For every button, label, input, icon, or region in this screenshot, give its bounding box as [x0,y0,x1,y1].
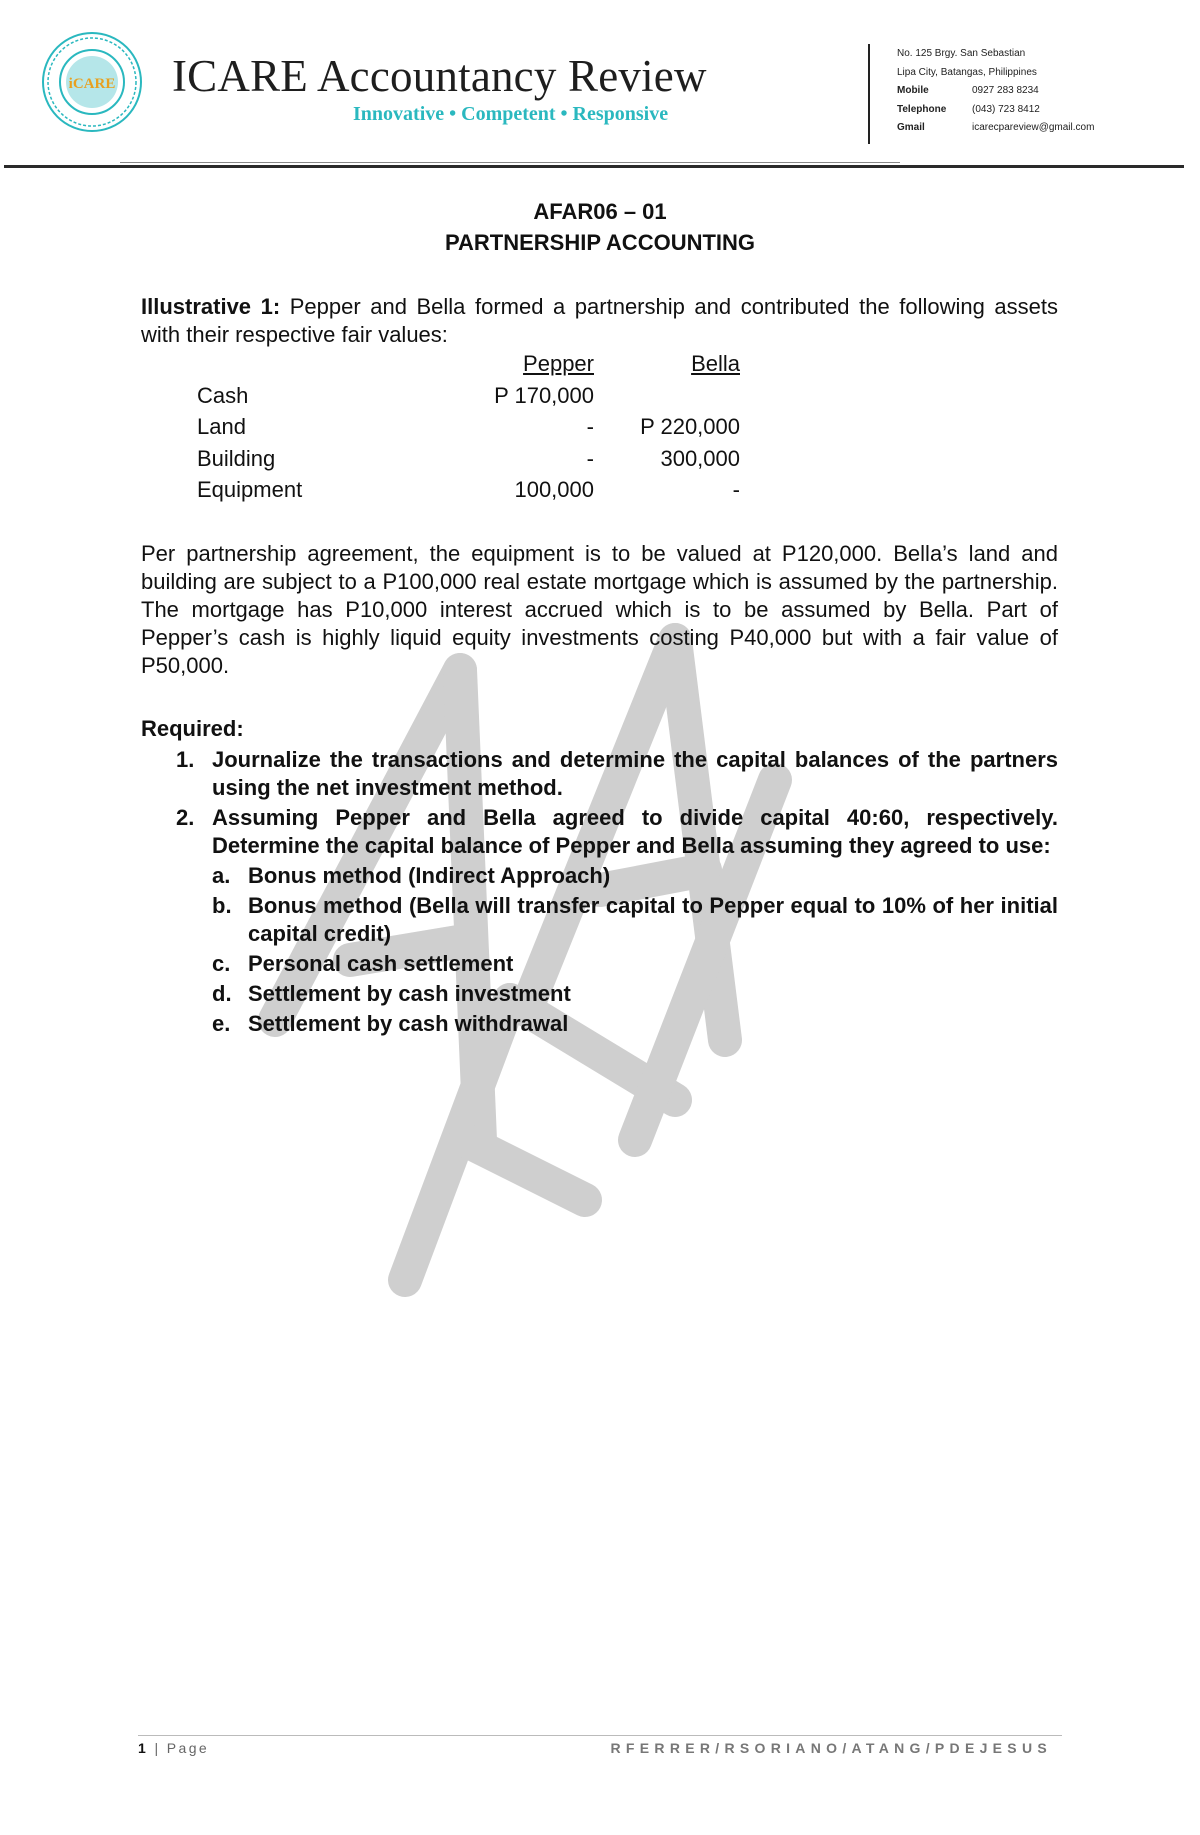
required-heading: Required: [141,716,244,741]
address-line-1: No. 125 Brgy. San Sebastian [897,48,1026,59]
agreement-paragraph: Per partnership agreement, the equipment is to be valued at P120,000. Bella’s land and building are subject to a P100,000 real estate mortgage which is assumed by the partnership. The mortgage has P10,000 interest accrued which is to be assumed by Bella. Part of Pepper’s cash is highly liquid equity investments costing P40,000 but with a fair value of P50,000. [141,541,1058,678]
document-page: iCARE ICARE Accountancy Review Innovative • Competent • Responsive No. 125 Brgy. San Sebastian Lipa City, Batangas, Philippines Mobile 0927 283 8234 Telephone (043) 723 8412 Gmail icarecpareview@gmail.com AFAR06 – 01 PARTNERSHIP ACCOUNTING Illustrative 1: Pepper and Bella formed a partnership and contributed the following assets with their respective fair values: Pepper Bella Cash P 170,000 Land - P 220,000 Building - 300,000 Equipment 100,000 - Per partnership agreement, the equipment is to be valued at P120,000. Bella’s land and building are subject to a P100,000 real estate mortgage which is assumed by the partnership. The mortgage has P10,000 interest accrued which is to be assumed by Bella. Part of Pepper’s cash is highly liquid equity investments costing P40,000 but with a fair value of P50,000. Required: 1. Journalize the transactions and determine the capital balances of the partners using the net investment method. 2. Assuming Pepper and Bella agreed to divide capital 40:60, respectively. Determine the capital balance of Pepper and Bella assuming they agreed to use: a. Bonus method (Indirect Approach) b. Bonus method (Bella will transfer capital to Pepper equal to 10% of her initial capital credit) c. Personal cash settlement d. Settlement by cash investment e. Settlement by cash withdrawal 1 | Page RFERRER/RSORIANO/ATANG/PDEJESUS [0,0,1200,1835]
sub-list-item: b. Bonus method (Bella will transfer capital to Pepper equal to 10% of her initial capital credit) [212,893,1058,946]
gmail-row: Gmail icarecpareview@gmail.com [897,122,1095,133]
contact-block [897,45,1094,138]
header-bella: Bella [691,351,740,376]
sub-list-item: e. Settlement by cash withdrawal [212,1011,569,1036]
brand-tagline: Innovative • Competent • Responsive [353,103,669,125]
header-pepper: Pepper [523,351,594,376]
header-rule [4,165,1184,168]
svg-text:iCARE: iCARE [68,76,116,92]
required-list [141,746,1058,1040]
footer-authors: RFERRER/RSORIANO/ATANG/PDEJESUS [610,1740,1052,1756]
address-line-2: Lipa City, Batangas, Philippines [897,66,1037,78]
document-code: AFAR06 – 01 [533,199,667,224]
brand-title: ICARE Accountancy Review [172,51,707,101]
list-item: 1. Journalize the transactions and determine the capital balances of the partners using the net investment method. [176,747,1058,800]
footer-rule [138,1735,1062,1736]
icare-seal-logo [36,30,148,134]
header-rule-thin [120,162,900,163]
mobile-row: Mobile 0927 283 8234 [897,85,1039,96]
sub-list-item: c. Personal cash settlement [212,951,514,976]
sub-list-item: a. Bonus method (Indirect Approach) [212,863,611,888]
document-title: PARTNERSHIP ACCOUNTING [444,230,756,255]
illustrative-intro: Illustrative 1: Pepper and Bella formed a partnership and contributed the following assets with their respective fair values: [141,294,1058,347]
brand-block [172,50,707,102]
page-number: 1 | Page [138,1740,210,1756]
header-divider [868,44,870,144]
list-item: 2. Assuming Pepper and Bella agreed to divide capital 40:60, respectively. Determine the capital balance of Pepper and Bella assuming they agreed to use: a. Bonus method (Indirect Approach) b. Bonus method (Bella will transfer capital to Pepper equal to 10% of her initial capital credit) c. Personal cash settlement d. Settlement by cash investment e. Settlement by cash withdrawal [141,804,1058,1038]
sub-list-item: d. Settlement by cash investment [212,981,571,1006]
telephone-row: Telephone (043) 723 8412 [897,103,1040,115]
